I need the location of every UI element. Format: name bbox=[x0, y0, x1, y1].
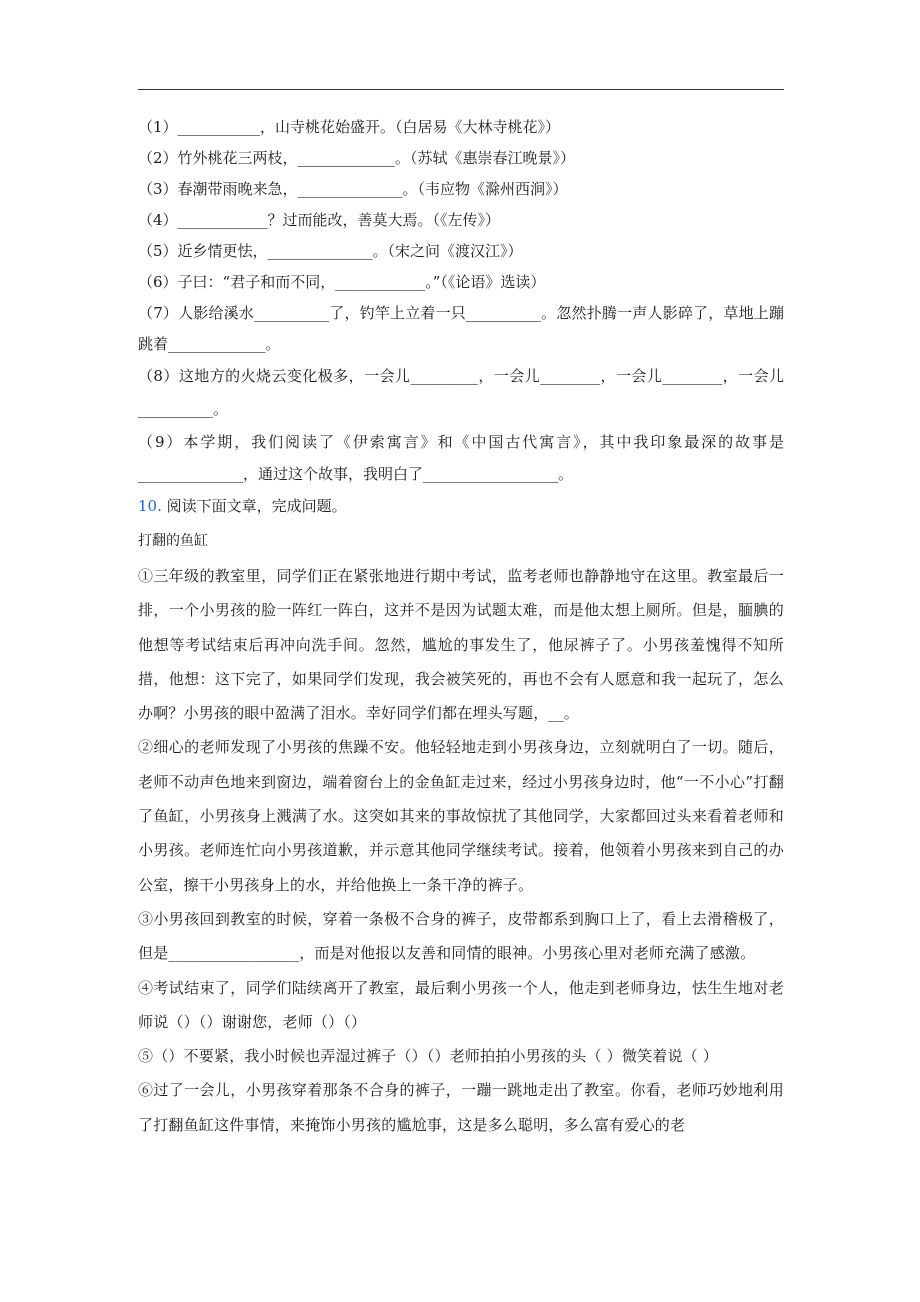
question-5: （5）近乡情更怯，______________。（宋之问《渡汉江》） bbox=[138, 242, 523, 260]
article-paragraph-1: ①三年级的教室里，同学们正在紧张地进行期中考试，监考老师也静静地守在这里。教室最后一排，一个小男孩的脸一阵红一阵白，这并不是因为试题太难，而是他太想上厕所。但是，腼腆的他想等考试结束后再冲向洗手间。忽然，尴尬的事发生了，他尿裤子了。小男孩羞愧得不知所措，他想：这下完了，如果同学们发现，我会被笑死的，再也不会有人愿意和我一起玩了，怎么办啊？小男孩的眼中盈满了泪水。幸好同学们都在埋头写题，__。 bbox=[138, 567, 784, 723]
question-2: （2）竹外桃花三两枝，_____________。（苏轼《惠崇春江晚景》） bbox=[138, 149, 576, 167]
article-paragraph-5: ⑤（）不要紧，我小时候也弄湿过裤子（）（）老师拍拍小男孩的头（ ）微笑着说（ ） bbox=[138, 1047, 719, 1066]
question-10-number: 10. bbox=[138, 497, 162, 515]
document-body bbox=[138, 112, 784, 1142]
header-rule bbox=[138, 89, 784, 90]
question-7: （7）人影给溪水__________了，钓竿上立着一只__________。忽然扑腾一声人影碎了，草地上蹦跳着_____________。 bbox=[138, 304, 784, 353]
article-paragraph-3: ③小男孩回到教室的时候，穿着一条极不合身的裤子，皮带都系到胸口上了，看上去滑稽极了，但是_________________，而是对他报以友善和同情的眼神。小男孩心里对老师充满了感激。 bbox=[138, 909, 784, 963]
question-4: （4）____________？过而能改，善莫大焉。（《左传》） bbox=[138, 211, 501, 229]
article-paragraph-2: ②细心的老师发现了小男孩的焦躁不安。他轻轻地走到小男孩身边，立刻就明白了一切。随后，老师不动声色地来到窗边，端着窗台上的金鱼缸走过来，经过小男孩身边时，他“一不小心”打翻了鱼缸，小男孩身上溅满了水。这突如其来的事故惊扰了其他同学，大家都回过头来看着老师和小男孩。老师连忙向小男孩道歉，并示意其他同学继续考试。接着，他领着小男孩来到自己的办公室，擦干小男孩身上的水，并给他换上一条干净的裤子。 bbox=[138, 738, 784, 894]
question-1: （1）___________，山寺桃花始盛开。（白居易《大林寺桃花》） bbox=[138, 118, 561, 136]
article-paragraph-4: ④考试结束了，同学们陆续离开了教室，最后剩小男孩一个人，他走到老师身边，怯生生地对老师说（）（）谢谢您，老师（）（） bbox=[138, 978, 784, 1031]
article-paragraph-6: ⑥过了一会儿，小男孩穿着那条不合身的裤子，一蹦一跳地走出了教室。你看，老师巧妙地利用了打翻鱼缸这件事情，来掩饰小男孩的尴尬事，这是多么聪明，多么富有爱心的老 bbox=[138, 1081, 784, 1134]
question-8: （8）这地方的火烧云变化极多，一会儿_________，一会儿________，一会儿________，一会儿__________。 bbox=[138, 367, 784, 418]
question-6: （6）子曰：“君子和而不同，____________。”（《论语》选读） bbox=[138, 273, 546, 291]
question-10-prompt: 阅读下面文章，完成问题。 bbox=[166, 497, 347, 515]
question-9: （9）本学期，我们阅读了《伊索寓言》和《中国古代寓言》，其中我印象最深的故事是______________，通过这个故事，我明白了__________________。 bbox=[138, 433, 784, 483]
article-title: 打翻的鱼缸 bbox=[138, 533, 208, 549]
question-3: （3）春潮带雨晚来急，______________。（韦应物《滁州西涧》） bbox=[138, 180, 568, 198]
question-10-heading bbox=[138, 490, 784, 523]
